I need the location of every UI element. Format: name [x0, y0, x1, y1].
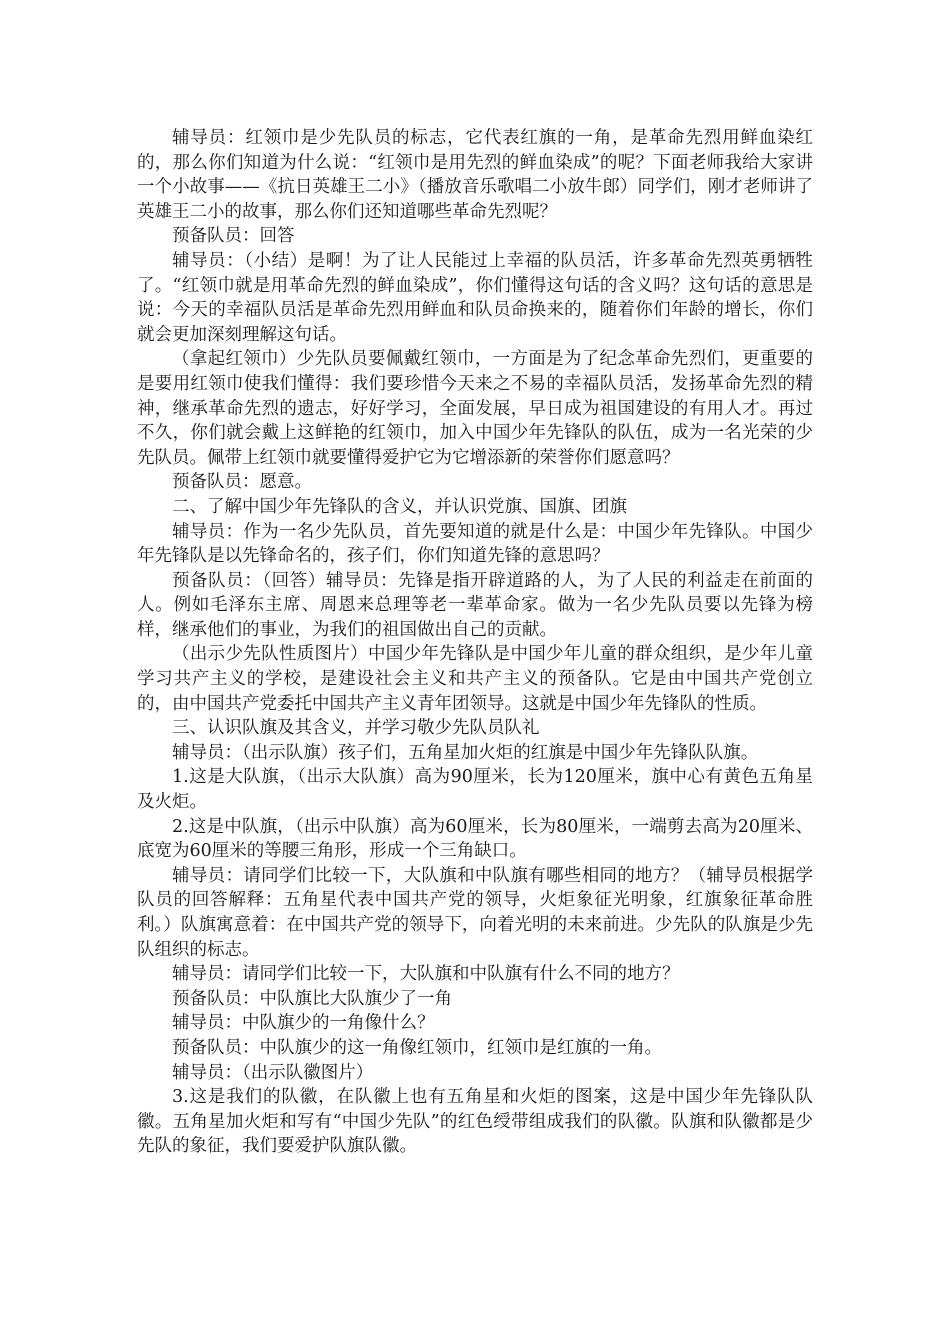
paragraph: 辅导员：（小结）是啊！为了让人民能过上幸福的队员活，许多革命先烈英勇牺牲了。“红领巾就是用革命先烈的鲜血染成”，你们懂得这句话的含义吗？这句话的意思是说：今天的幸福队员活是革命先烈用鲜血和队员命换来的，随着你们年龄的增长，你们就会更加深刻理解这句话。	[137, 250, 813, 345]
list-item: 1.这是大队旗，（出示大队旗）高为90厘米，长为120厘米，旗中心有黄色五角星及火炬。	[137, 767, 813, 813]
list-item: 3.这是我们的队徽，在队徽上也有五角星和火炬的图案，这是中国少年先锋队队徽。五角星加火炬和写有“中国少先队”的红色绶带组成我们的队徽。队旗和队徽都是少先队的象征，我们要爱护队旗队徽。	[137, 1087, 813, 1157]
list-item: 2.这是中队旗，（出示中队旗）高为60厘米，长为80厘米，一端剪去高为20厘米、底宽为60厘米的等腰三角形，形成一个三角缺口。	[137, 816, 813, 862]
paragraph: 辅导员：（出示队徽图片）	[172, 1062, 374, 1083]
paragraph: 辅导员：（出示队旗）孩子们，五角星加火炬的红旗是中国少年先锋队队旗。	[172, 742, 759, 763]
paragraph: （拿起红领巾）少先队员要佩戴红领巾，一方面是为了纪念革命先烈们，更重要的是要用红领巾使我们懂得：我们要珍惜今天来之不易的幸福队员活，发扬革命先烈的精神，继承革命先烈的遗志，好好学习，全面发展，早日成为祖国建设的有用人才。再过不久，你们就会戴上这鲜艳的红领巾，加入中国少年先锋队的队伍，成为一名光荣的少先队员。佩带上红领巾就要懂得爱护它为它增添新的荣誉你们愿意吗？	[137, 349, 813, 468]
paragraph: （出示少先队性质图片）中国少年先锋队是中国少年儿童的群众组织，是少年儿童学习共产主义的学校，是建设社会主义和共产主义的预备队。它是由中国共产党创立的，由中国共产党委托中国共产主义青年团领导。这就是中国少年先锋队的性质。	[137, 644, 813, 714]
paragraph: 辅导员：中队旗少的一角像什么？	[172, 1013, 435, 1034]
paragraph: 辅导员：请同学们比较一下，大队旗和中队旗有哪些相同的地方？（辅导员根据学队员的回答解释：五角星代表中国共产党的领导，火炬象征光明象，红旗象征革命胜利。）队旗寓意着：在中国共产党的领导下，向着光明的未来前进。少先队的队旗是少先队组织的标志。	[137, 865, 813, 960]
document-body	[137, 126, 813, 1159]
paragraph: 预备队员：（回答）辅导员：先锋是指开辟道路的人，为了人民的利益走在前面的人。例如毛泽东主席、周恩来总理等老一辈革命家。做为一名少先队员要以先锋为榜样，继承他们的事业，为我们的祖国做出自己的贡献。	[137, 570, 813, 640]
section-heading: 三、认识队旗及其含义，并学习敬少先队员队礼	[172, 718, 540, 739]
paragraph: 预备队员：中队旗比大队旗少了一角	[172, 988, 452, 1009]
paragraph: 辅导员：请同学们比较一下，大队旗和中队旗有什么不同的地方？	[172, 964, 680, 985]
paragraph: 辅导员：红领巾是少先队员的标志，它代表红旗的一角，是革命先烈用鲜血染红的，那么你们知道为什么说：“红领巾是用先烈的鲜血染成”的呢？下面老师我给大家讲一个小故事——《抗日英雄王二小》（播放音乐歌唱二小放牛郎）同学们，刚才老师讲了英雄王二小的故事，那么你们还知道哪些革命先烈呢？	[137, 128, 813, 222]
paragraph: 预备队员：回答	[172, 226, 295, 247]
section-heading: 二、了解中国少年先锋队的含义，并认识党旗、国旗、团旗	[172, 496, 627, 517]
paragraph: 预备队员：愿意。	[172, 472, 312, 493]
paragraph: 预备队员：中队旗少的这一角像红领巾，红领巾是红旗的一角。	[172, 1037, 662, 1058]
paragraph: 辅导员：作为一名少先队员，首先要知道的就是什么是：中国少年先锋队。中国少年先锋队是以先锋命名的，孩子们，你们知道先锋的意思吗？	[137, 521, 813, 567]
